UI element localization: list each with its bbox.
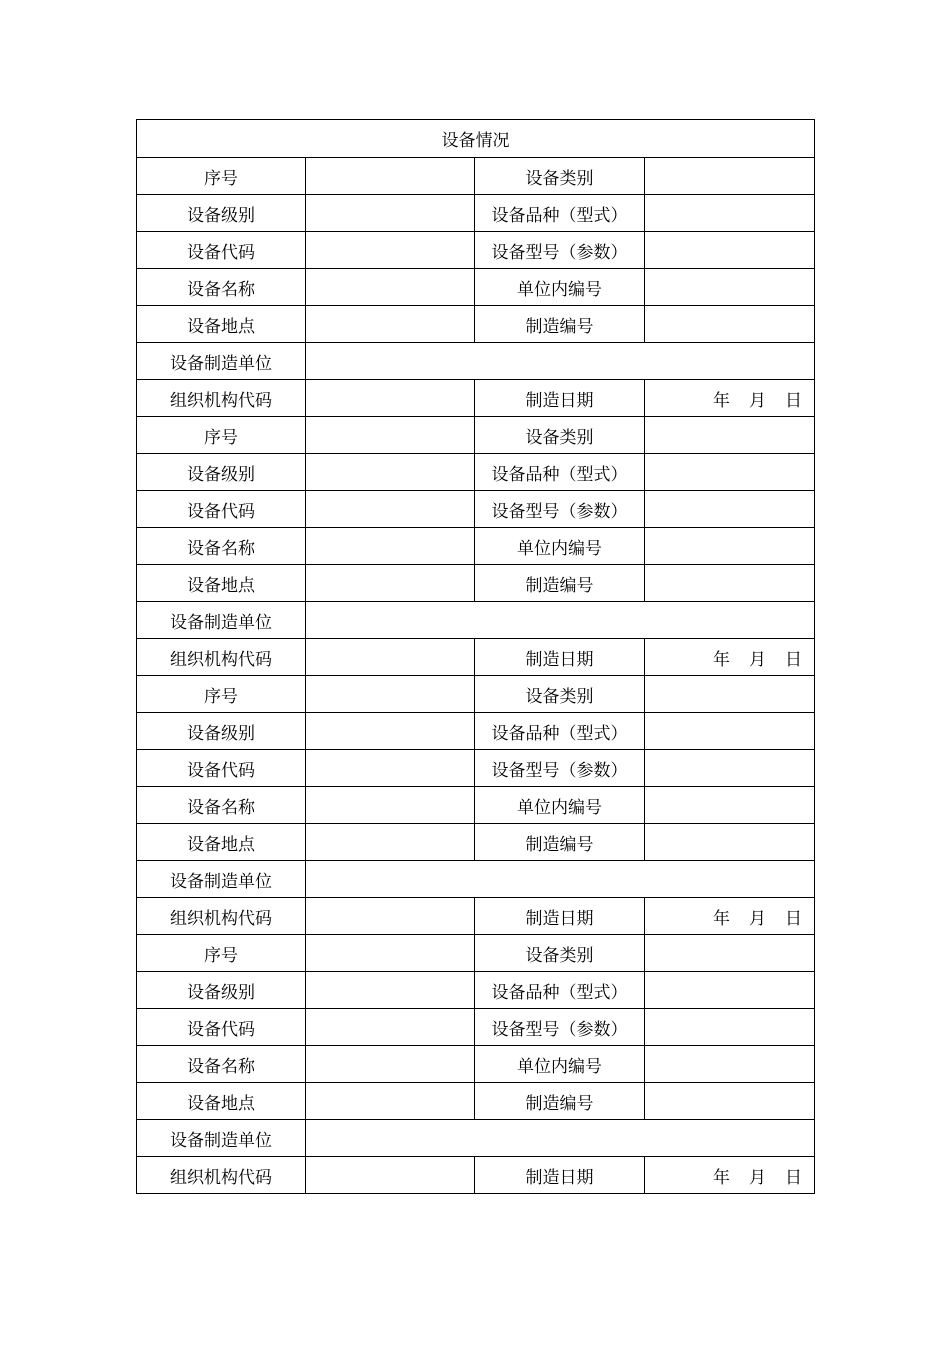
code-label: 设备代码 bbox=[137, 750, 306, 787]
date-month-unit: 月 bbox=[749, 390, 766, 411]
level-value-cell[interactable] bbox=[306, 454, 475, 491]
level-label: 设备级别 bbox=[137, 972, 306, 1009]
row-org-code bbox=[137, 380, 815, 417]
org-code-label: 组织机构代码 bbox=[137, 380, 306, 417]
row-level bbox=[137, 972, 815, 1009]
mfg-no-value-cell[interactable] bbox=[645, 1083, 815, 1120]
variety-label: 设备品种（型式） bbox=[475, 454, 645, 491]
variety-value-cell[interactable] bbox=[645, 972, 815, 1009]
row-org-code bbox=[137, 639, 815, 676]
date-day-unit: 日 bbox=[785, 649, 802, 670]
name-value-cell[interactable] bbox=[306, 787, 475, 824]
row-level bbox=[137, 454, 815, 491]
row-serial bbox=[137, 935, 815, 972]
location-label: 设备地点 bbox=[137, 824, 306, 861]
row-code bbox=[137, 750, 815, 787]
model-label: 设备型号（参数） bbox=[475, 1009, 645, 1046]
internal-no-label: 单位内编号 bbox=[475, 1046, 645, 1083]
date-month-unit: 月 bbox=[749, 908, 766, 929]
category-label: 设备类别 bbox=[475, 935, 645, 972]
equipment-info-table bbox=[136, 119, 815, 1194]
code-label: 设备代码 bbox=[137, 232, 306, 269]
mfg-date-value-cell[interactable] bbox=[645, 1157, 815, 1194]
code-value-cell[interactable] bbox=[306, 491, 475, 528]
date-year-unit: 年 bbox=[713, 649, 730, 670]
row-name bbox=[137, 1046, 815, 1083]
level-label: 设备级别 bbox=[137, 195, 306, 232]
code-label: 设备代码 bbox=[137, 491, 306, 528]
date-day-unit: 日 bbox=[785, 390, 802, 411]
date-day-unit: 日 bbox=[785, 908, 802, 929]
model-value-cell[interactable] bbox=[645, 1009, 815, 1046]
location-value-cell[interactable] bbox=[306, 1083, 475, 1120]
code-value-cell[interactable] bbox=[306, 232, 475, 269]
serial-label: 序号 bbox=[137, 676, 306, 713]
name-label: 设备名称 bbox=[137, 269, 306, 306]
mfg-date-label: 制造日期 bbox=[475, 380, 645, 417]
mfg-no-label: 制造编号 bbox=[475, 824, 645, 861]
org-code-value-cell[interactable] bbox=[306, 639, 475, 676]
date-year-unit: 年 bbox=[713, 1167, 730, 1188]
variety-label: 设备品种（型式） bbox=[475, 972, 645, 1009]
org-code-value-cell[interactable] bbox=[306, 898, 475, 935]
org-code-value-cell[interactable] bbox=[306, 1157, 475, 1194]
row-location bbox=[137, 1083, 815, 1120]
location-value-cell[interactable] bbox=[306, 306, 475, 343]
mfg-no-value-cell[interactable] bbox=[645, 306, 815, 343]
date-year-unit: 年 bbox=[713, 390, 730, 411]
row-manufacturer bbox=[137, 343, 815, 380]
equipment-info-table-body bbox=[137, 120, 815, 1194]
level-value-cell[interactable] bbox=[306, 713, 475, 750]
internal-no-label: 单位内编号 bbox=[475, 528, 645, 565]
mfg-no-value-cell[interactable] bbox=[645, 824, 815, 861]
category-label: 设备类别 bbox=[475, 417, 645, 454]
row-serial bbox=[137, 158, 815, 195]
internal-no-value-cell[interactable] bbox=[645, 269, 815, 306]
mfg-no-label: 制造编号 bbox=[475, 565, 645, 602]
mfg-no-value-cell[interactable] bbox=[645, 565, 815, 602]
manufacturer-value-cell[interactable] bbox=[306, 343, 815, 380]
model-label: 设备型号（参数） bbox=[475, 491, 645, 528]
row-location bbox=[137, 306, 815, 343]
table-title-row bbox=[137, 120, 815, 158]
mfg-date-value-cell[interactable] bbox=[645, 898, 815, 935]
row-name bbox=[137, 528, 815, 565]
variety-value-cell[interactable] bbox=[645, 195, 815, 232]
mfg-date-value-cell[interactable] bbox=[645, 639, 815, 676]
internal-no-value-cell[interactable] bbox=[645, 1046, 815, 1083]
name-value-cell[interactable] bbox=[306, 269, 475, 306]
model-value-cell[interactable] bbox=[645, 232, 815, 269]
row-name bbox=[137, 269, 815, 306]
manufacturer-label: 设备制造单位 bbox=[137, 343, 306, 380]
manufacturer-label: 设备制造单位 bbox=[137, 602, 306, 639]
serial-label: 序号 bbox=[137, 158, 306, 195]
mfg-no-label: 制造编号 bbox=[475, 306, 645, 343]
internal-no-label: 单位内编号 bbox=[475, 269, 645, 306]
org-code-label: 组织机构代码 bbox=[137, 639, 306, 676]
name-value-cell[interactable] bbox=[306, 1046, 475, 1083]
internal-no-value-cell[interactable] bbox=[645, 787, 815, 824]
serial-value-cell[interactable] bbox=[306, 676, 475, 713]
date-month-unit: 月 bbox=[749, 649, 766, 670]
code-value-cell[interactable] bbox=[306, 750, 475, 787]
variety-value-cell[interactable] bbox=[645, 454, 815, 491]
internal-no-label: 单位内编号 bbox=[475, 787, 645, 824]
name-value-cell[interactable] bbox=[306, 528, 475, 565]
name-label: 设备名称 bbox=[137, 528, 306, 565]
serial-value-cell[interactable] bbox=[306, 158, 475, 195]
variety-label: 设备品种（型式） bbox=[475, 195, 645, 232]
manufacturer-label: 设备制造单位 bbox=[137, 1120, 306, 1157]
category-label: 设备类别 bbox=[475, 676, 645, 713]
manufacturer-value-cell[interactable] bbox=[306, 1120, 815, 1157]
row-code bbox=[137, 232, 815, 269]
row-serial bbox=[137, 417, 815, 454]
category-value-cell[interactable] bbox=[645, 676, 815, 713]
variety-label: 设备品种（型式） bbox=[475, 713, 645, 750]
mfg-date-label: 制造日期 bbox=[475, 1157, 645, 1194]
location-value-cell[interactable] bbox=[306, 824, 475, 861]
location-label: 设备地点 bbox=[137, 565, 306, 602]
manufacturer-value-cell[interactable] bbox=[306, 602, 815, 639]
mfg-date-value-cell[interactable] bbox=[645, 380, 815, 417]
row-location bbox=[137, 565, 815, 602]
model-value-cell[interactable] bbox=[645, 491, 815, 528]
row-location bbox=[137, 824, 815, 861]
manufacturer-label: 设备制造单位 bbox=[137, 861, 306, 898]
row-level bbox=[137, 713, 815, 750]
category-value-cell[interactable] bbox=[645, 158, 815, 195]
name-label: 设备名称 bbox=[137, 1046, 306, 1083]
level-label: 设备级别 bbox=[137, 454, 306, 491]
mfg-date-label: 制造日期 bbox=[475, 639, 645, 676]
variety-value-cell[interactable] bbox=[645, 713, 815, 750]
model-label: 设备型号（参数） bbox=[475, 750, 645, 787]
row-org-code bbox=[137, 898, 815, 935]
level-value-cell[interactable] bbox=[306, 195, 475, 232]
org-code-label: 组织机构代码 bbox=[137, 1157, 306, 1194]
serial-label: 序号 bbox=[137, 935, 306, 972]
row-code bbox=[137, 491, 815, 528]
table-title: 设备情况 bbox=[137, 120, 815, 158]
mfg-no-label: 制造编号 bbox=[475, 1083, 645, 1120]
row-org-code bbox=[137, 1157, 815, 1194]
category-value-cell[interactable] bbox=[645, 417, 815, 454]
category-value-cell[interactable] bbox=[645, 935, 815, 972]
internal-no-value-cell[interactable] bbox=[645, 528, 815, 565]
row-manufacturer bbox=[137, 602, 815, 639]
location-value-cell[interactable] bbox=[306, 565, 475, 602]
row-name bbox=[137, 787, 815, 824]
location-label: 设备地点 bbox=[137, 306, 306, 343]
org-code-value-cell[interactable] bbox=[306, 380, 475, 417]
model-label: 设备型号（参数） bbox=[475, 232, 645, 269]
code-value-cell[interactable] bbox=[306, 1009, 475, 1046]
date-year-unit: 年 bbox=[713, 908, 730, 929]
model-value-cell[interactable] bbox=[645, 750, 815, 787]
category-label: 设备类别 bbox=[475, 158, 645, 195]
location-label: 设备地点 bbox=[137, 1083, 306, 1120]
row-manufacturer bbox=[137, 1120, 815, 1157]
row-serial bbox=[137, 676, 815, 713]
code-label: 设备代码 bbox=[137, 1009, 306, 1046]
row-level bbox=[137, 195, 815, 232]
org-code-label: 组织机构代码 bbox=[137, 898, 306, 935]
level-label: 设备级别 bbox=[137, 713, 306, 750]
manufacturer-value-cell[interactable] bbox=[306, 861, 815, 898]
date-month-unit: 月 bbox=[749, 1167, 766, 1188]
mfg-date-label: 制造日期 bbox=[475, 898, 645, 935]
serial-value-cell[interactable] bbox=[306, 935, 475, 972]
level-value-cell[interactable] bbox=[306, 972, 475, 1009]
serial-label: 序号 bbox=[137, 417, 306, 454]
serial-value-cell[interactable] bbox=[306, 417, 475, 454]
row-code bbox=[137, 1009, 815, 1046]
row-manufacturer bbox=[137, 861, 815, 898]
date-day-unit: 日 bbox=[785, 1167, 802, 1188]
name-label: 设备名称 bbox=[137, 787, 306, 824]
